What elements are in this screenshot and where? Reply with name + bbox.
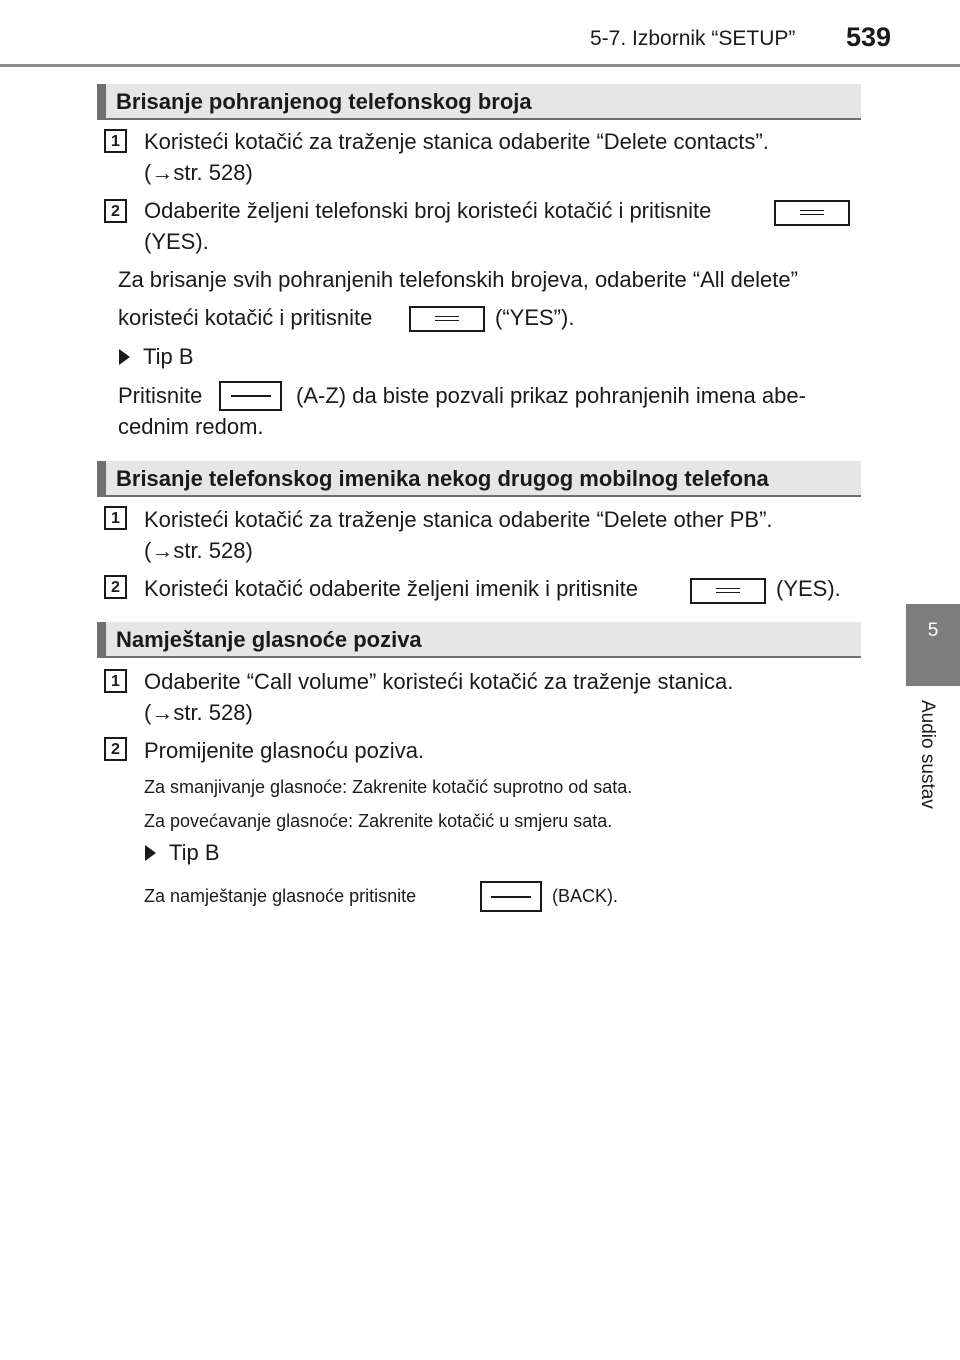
chapter-title: 5-7. Izbornik “SETUP” (590, 27, 796, 50)
detail-text: Za smanjivanje glasnoće: Zakrenite kotačić suprotno od sata. (144, 777, 633, 797)
note-text: koristeći kotačić i pritisnite (118, 305, 373, 330)
section-header-call-volume (97, 622, 861, 658)
page-number: 539 (846, 22, 892, 52)
chapter-side-tab (906, 604, 960, 686)
az-key-icon (219, 381, 282, 411)
tip-label: Tip B (143, 344, 194, 369)
tip-text: (A-Z) da biste pozvali prikaz pohranjenih imena abe- (296, 383, 806, 408)
step-text: Promijenite glasnoću poziva. (144, 738, 425, 763)
section-title: Brisanje telefonskog imenika nekog drugog mobilnog telefona (116, 466, 769, 491)
tip-arrow-icon (145, 845, 156, 861)
side-tab-label-container (916, 700, 950, 820)
yes-key-icon (409, 306, 485, 332)
step-text: Koristeći kotačić odaberite željeni imenik i pritisnite (144, 576, 638, 601)
page-reference: (→str. 528) (144, 160, 253, 185)
step-number: 1 (104, 129, 127, 153)
side-tab-number: 5 (927, 620, 939, 641)
tip-arrow-icon (119, 349, 130, 365)
step-text: Odaberite željeni telefonski broj koristeći kotačić i pritisnite (144, 198, 712, 223)
section-header-delete-phonebook (97, 461, 861, 497)
step-text: Odaberite “Call volume” koristeći kotačić za traženje stanica. (144, 669, 734, 694)
step-text: Koristeći kotačić za traženje stanica odaberite “Delete contacts”. (144, 129, 769, 154)
page-reference: (→str. 528) (144, 700, 253, 725)
tip-text: cednim redom. (118, 414, 264, 439)
yes-key-icon (774, 200, 850, 226)
tip-label: Tip B (169, 840, 220, 865)
step-number: 1 (104, 506, 127, 530)
tip-text: (BACK). (552, 886, 619, 906)
step-number: 2 (104, 737, 127, 761)
step-number: 2 (104, 575, 127, 599)
note-text: (“YES”). (495, 305, 575, 330)
step-number: 2 (104, 199, 127, 223)
step-text: (YES). (144, 229, 209, 254)
step-number: 1 (104, 669, 127, 693)
section-header-delete-number (97, 84, 861, 120)
section-title: Brisanje pohranjenog telefonskog broja (116, 89, 532, 114)
yes-key-icon (690, 578, 766, 604)
header-divider (0, 64, 960, 67)
side-tab-label: Audio sustav (917, 700, 938, 809)
tip-text: Pritisnite (118, 383, 203, 408)
back-key-icon (480, 881, 542, 912)
page-reference: (→str. 528) (144, 538, 253, 563)
section-title: Namještanje glasnoće poziva (116, 627, 422, 652)
note-text: Za brisanje svih pohranjenih telefonskih brojeva, odaberite “All delete” (118, 267, 798, 292)
tip-text: Za namještanje glasnoće pritisnite (144, 886, 417, 906)
step-text: Koristeći kotačić za traženje stanica odaberite “Delete other PB”. (144, 507, 773, 532)
step-text: (YES). (776, 576, 841, 601)
detail-text: Za povećavanje glasnoće: Zakrenite kotačić u smjeru sata. (144, 811, 613, 831)
